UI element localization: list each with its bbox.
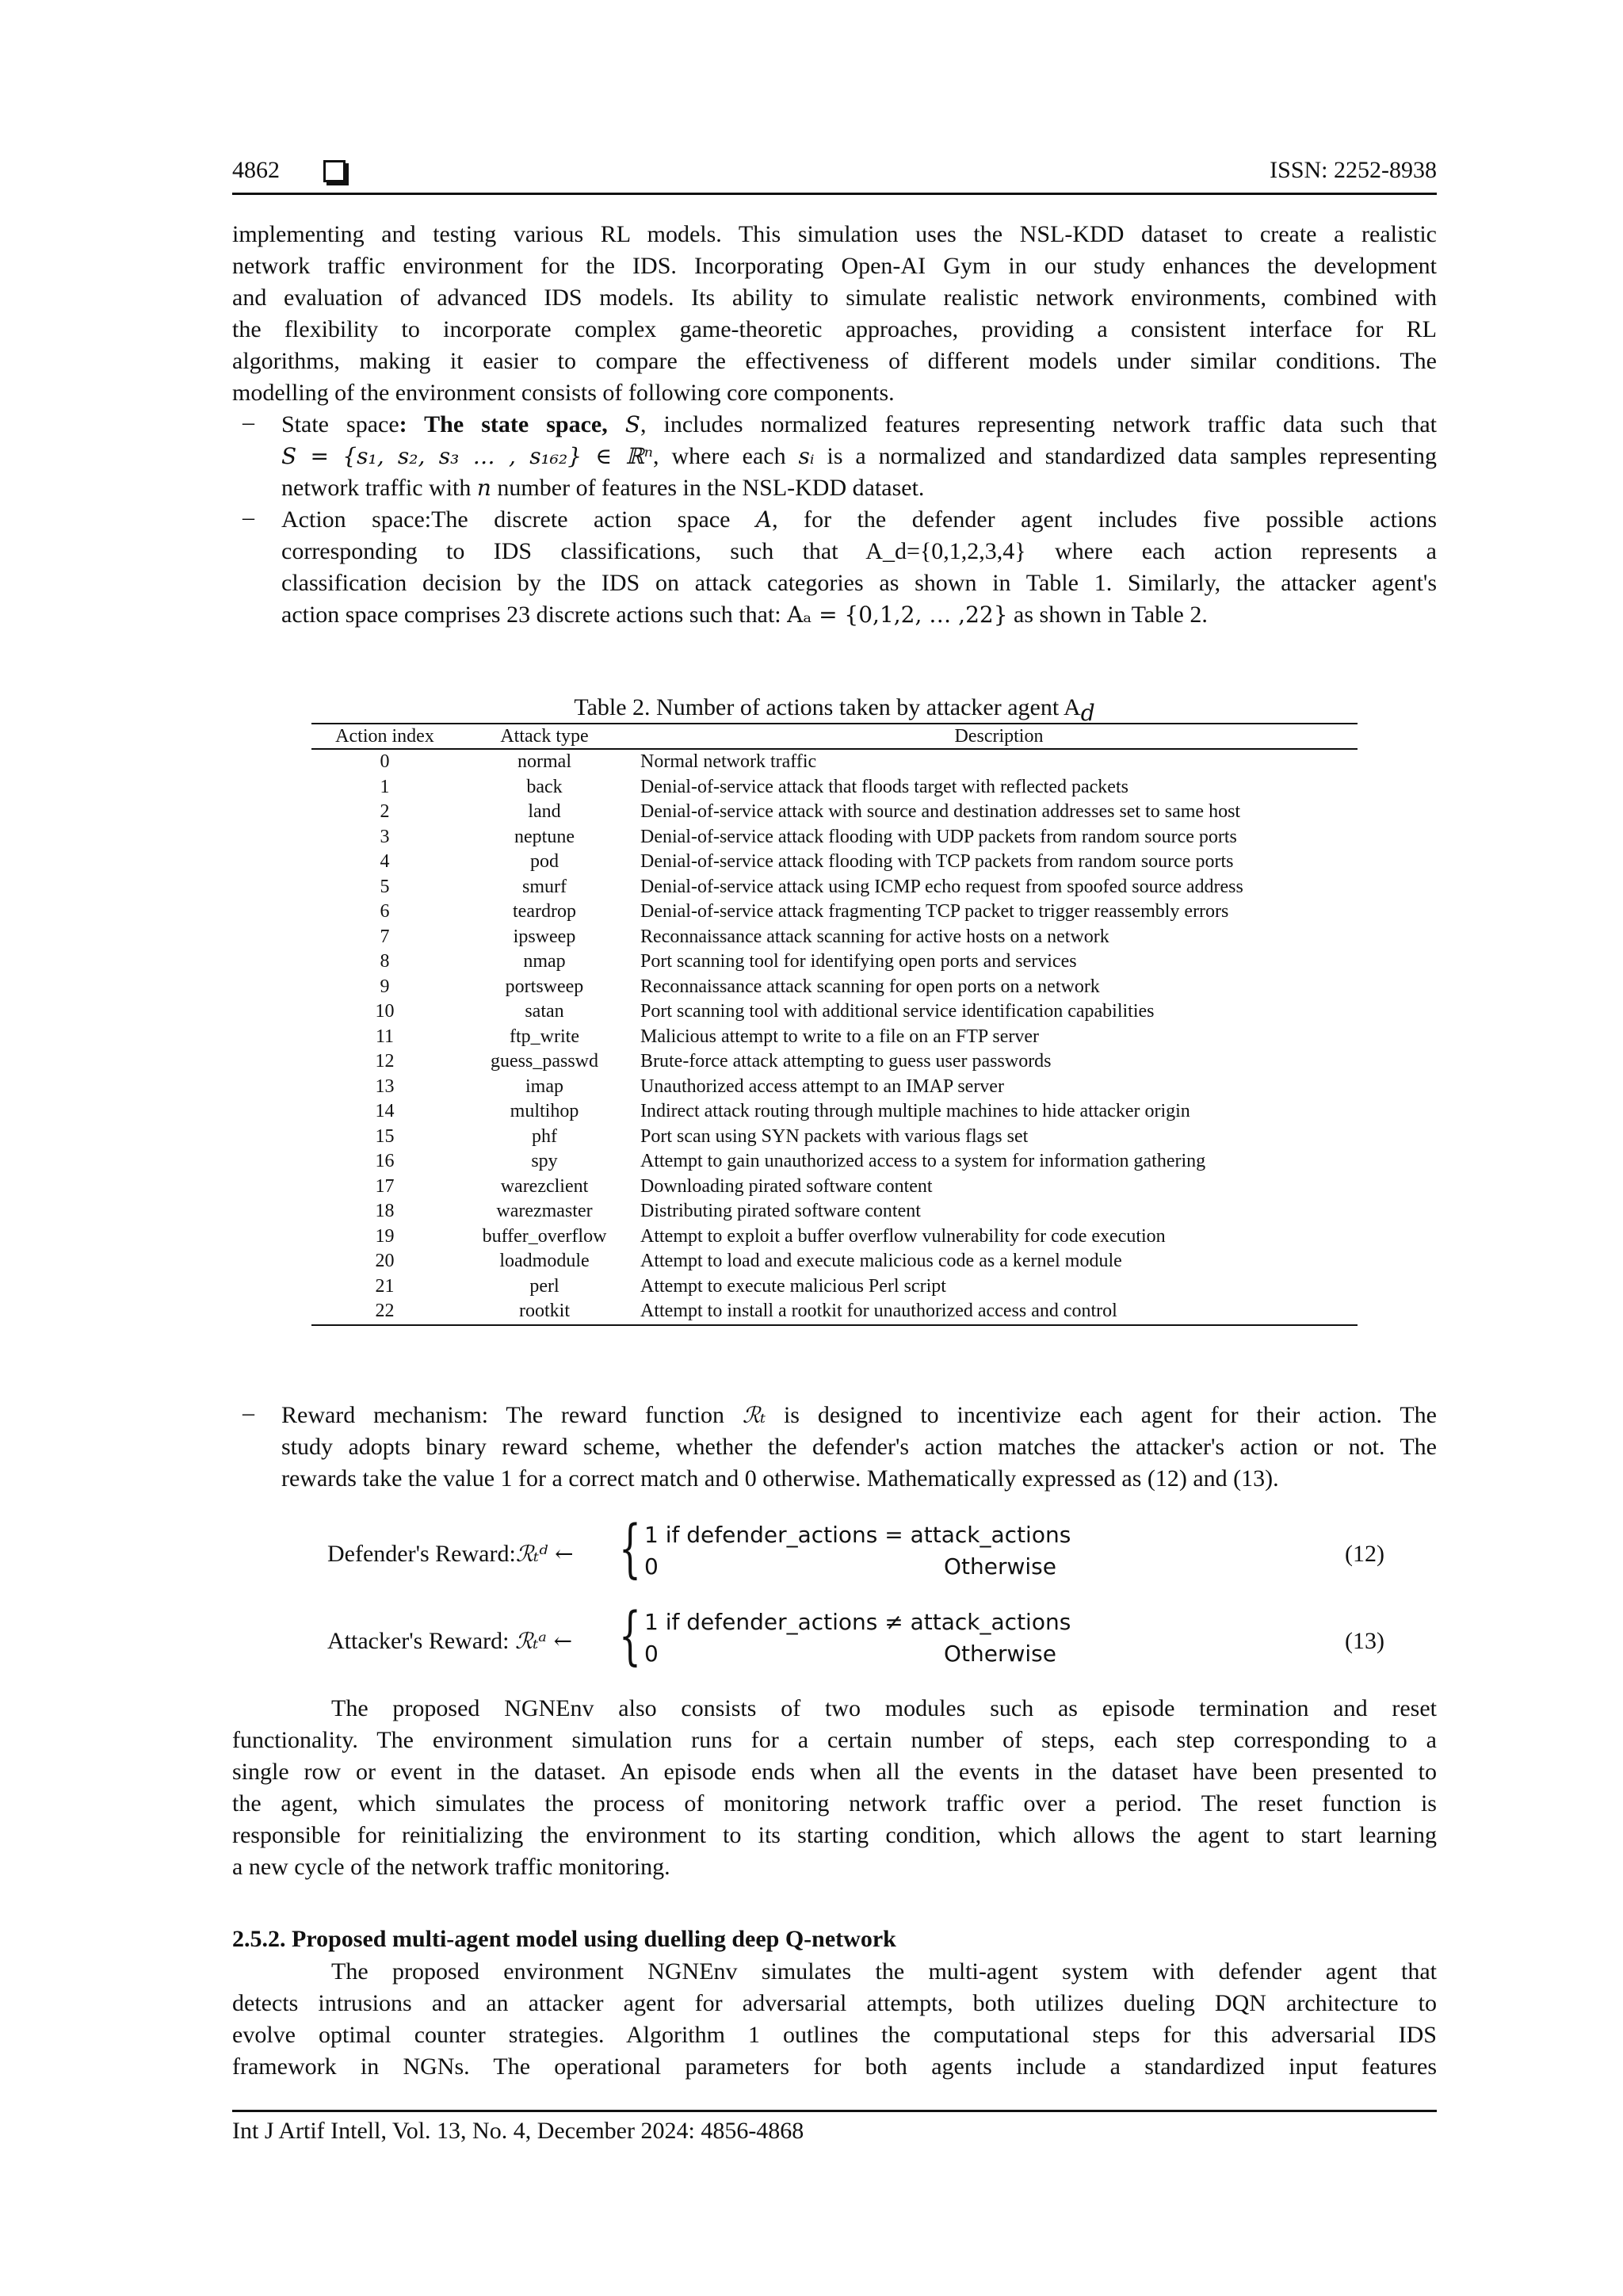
attack-type-cell: perl: [529, 1275, 559, 1297]
brace-icon: {: [619, 1599, 641, 1672]
state-space-line-2: [281, 441, 1437, 472]
body-paragraph-3: [232, 1956, 1437, 2083]
text-line: detects intrusions and an attacker agent for adversarial attempts, both utilizes dueling DQN architecture to: [232, 1990, 1437, 2016]
table-row: [311, 1075, 1358, 1100]
math-symbol: sᵢ: [798, 443, 815, 469]
attack-type-cell: ipsweep: [513, 926, 576, 947]
action-index-cell: 3: [380, 826, 390, 847]
action-index-cell: 2: [380, 801, 390, 822]
body-paragraph-2: [232, 1693, 1437, 1883]
text-line: modelling of the environment consists of following core components.: [232, 380, 895, 406]
state-space-term: State space: [281, 411, 399, 437]
action-index-cell: 0: [380, 751, 390, 772]
attack-type-cell: normal: [517, 751, 571, 772]
table-row: [311, 775, 1358, 800]
case-1: 1 if defender_actions ≠ attack_actions: [644, 1609, 1071, 1635]
attack-type-cell: phf: [532, 1125, 557, 1147]
attack-type-cell: satan: [525, 1001, 564, 1022]
description-cell: Denial-of-service attack that floods target with reflected packets: [640, 776, 1128, 797]
otherwise: Otherwise: [944, 1553, 1056, 1580]
attack-type-cell: smurf: [522, 876, 567, 897]
text-line: network traffic environment for the IDS. Incorporating Open-AI Gym in our study enhances the development: [232, 253, 1437, 279]
equation-12: [327, 1511, 1437, 1591]
text-fragment: network traffic with: [281, 475, 477, 501]
table-row: [311, 875, 1358, 900]
math-symbol: A: [755, 506, 773, 533]
table-row: [311, 1175, 1358, 1200]
attack-type-cell: pod: [530, 851, 559, 872]
table-row: [311, 800, 1358, 825]
action-index-cell: 11: [375, 1026, 395, 1047]
description-cell: Downloading pirated software content: [640, 1175, 933, 1197]
attack-type-cell: rootkit: [458, 1299, 631, 1325]
caption-subscript: d: [1080, 700, 1095, 726]
attack-type-cell: multihop: [510, 1101, 579, 1121]
issn: ISSN: 2252-8938: [1270, 157, 1437, 183]
page-header: [232, 157, 1437, 189]
reward-line-1: [281, 1400, 1437, 1431]
equation-number: (12): [1345, 1541, 1384, 1567]
text-fragment: action space comprises 23 discrete actions such that:: [281, 602, 788, 628]
math-expression: S = {s₁, s₂, s₃ … , s₁₆₂} ∈ ℝⁿ: [281, 443, 654, 469]
text-fragment: , where each: [653, 443, 799, 469]
math-symbol: ℛₜᵈ ←: [515, 1541, 574, 1567]
action-space-line-4: [281, 599, 1437, 631]
action-index-cell: 16: [375, 1151, 395, 1171]
equation-number: (13): [1345, 1628, 1384, 1654]
action-index-cell: 15: [375, 1125, 395, 1147]
text-line: single row or event in the dataset. An episode ends when all the events in the dataset have been presented to: [232, 1759, 1437, 1785]
math-symbol: ℛₜᵃ ←: [514, 1628, 573, 1654]
action-index-cell: 22: [311, 1299, 458, 1325]
attack-type-cell: nmap: [523, 951, 566, 972]
text-fragment: : The state space,: [399, 411, 625, 437]
intro-paragraph: [232, 219, 1437, 409]
action-index-cell: 1: [380, 776, 390, 797]
table-row: [311, 1025, 1358, 1050]
description-cell: Attempt to exploit a buffer overflow vulnerability for code execution: [640, 1225, 1166, 1247]
table-row: [311, 999, 1358, 1025]
equation-label: [327, 1541, 574, 1568]
action-index-cell: 20: [375, 1251, 395, 1271]
actions-table-wrap: [311, 723, 1358, 1326]
description-cell: Port scanning tool with additional service identification capabilities: [640, 1001, 1155, 1022]
text-line: a new cycle of the network traffic monitoring.: [232, 1854, 670, 1880]
attack-type-cell: guess_passwd: [491, 1051, 598, 1072]
text-line: algorithms, making it easier to compare the effectiveness of different models under similar conditions. The: [232, 348, 1437, 374]
bullet-dash: –: [242, 504, 254, 530]
footer-citation: Int J Artif Intell, Vol. 13, No. 4, December 2024: 4856-4868: [232, 2118, 804, 2144]
table-row: [311, 949, 1358, 975]
state-space-line-3: [281, 472, 1437, 504]
attack-type-cell: back: [526, 776, 563, 797]
reward-line-2: study adopts binary reward scheme, whether the defender's action matches the attacker's action or not. The: [281, 1434, 1437, 1460]
reward-line-3: rewards take the value 1 for a correct match and 0 otherwise. Mathematically expressed as (12) and (13).: [281, 1465, 1279, 1492]
text-fragment: is a normalized and standardized data samples representing: [814, 443, 1437, 469]
action-index-cell: 21: [375, 1275, 395, 1297]
action-index-cell: 7: [380, 926, 390, 947]
attack-type-cell: buffer_overflow: [482, 1225, 607, 1247]
action-index-cell: 9: [380, 976, 390, 997]
table-row: [311, 1199, 1358, 1224]
description-cell: Denial-of-service attack flooding with UDP packets from random source ports: [640, 826, 1237, 847]
text-line: implementing and testing various RL models. This simulation uses the NSL-KDD dataset to create a realistic: [232, 221, 1437, 247]
attack-type-cell: land: [528, 801, 561, 822]
text-fragment: , includes normalized features representing network traffic data such that: [640, 411, 1438, 437]
table-row: [311, 975, 1358, 1000]
bullet-dash: –: [242, 409, 254, 435]
text-fragment: as shown in Table 2.: [1007, 602, 1208, 628]
action-index-cell: 13: [375, 1075, 395, 1097]
action-index-cell: 17: [375, 1175, 395, 1197]
equation-13: [327, 1599, 1437, 1679]
description-cell: Reconnaissance attack scanning for open ports on a network: [640, 976, 1100, 997]
math-expression: Aₐ = {0,1,2, … ,22}: [787, 602, 1008, 628]
attack-type-cell: spy: [531, 1151, 558, 1171]
text-line: evolve optimal counter strategies. Algorithm 1 outlines the computational steps for this adversarial IDS: [232, 2022, 1437, 2048]
table-row: [311, 1224, 1358, 1250]
text-fragment: is designed to incentivize each agent for their action. The: [766, 1402, 1438, 1428]
action-index-cell: 8: [380, 951, 390, 972]
text-line: responsible for reinitializing the environment to its starting condition, which allows the agent to start learning: [232, 1822, 1437, 1848]
table-row: [311, 1299, 1358, 1325]
text-fragment: , for the defender agent includes five possible actions: [772, 506, 1438, 533]
caption-text: Table 2. Number of actions taken by attacker agent A: [574, 694, 1081, 720]
table-row: [311, 1049, 1358, 1075]
attack-type-cell: loadmodule: [499, 1251, 590, 1271]
text-fragment: number of features in the NSL-KDD dataset.: [491, 475, 925, 501]
table-header-row: [311, 724, 1358, 749]
table-row: [311, 749, 1358, 775]
page-number: 4862: [232, 157, 280, 183]
attack-type-cell: ftp_write: [510, 1026, 579, 1047]
action-index-cell: 14: [375, 1101, 395, 1121]
table-row: [311, 1125, 1358, 1150]
equation-label: [327, 1628, 572, 1655]
attack-type-cell: imap: [525, 1075, 563, 1097]
table-row: [311, 1274, 1358, 1300]
math-symbol: n: [476, 475, 491, 501]
text-line: functionality. The environment simulation runs for a certain number of steps, each step corresponding to a: [232, 1727, 1437, 1753]
action-space-line-1: [281, 504, 1437, 536]
description-cell: Denial-of-service attack fragmenting TCP packet to trigger reassembly errors: [640, 901, 1229, 922]
table-row: [311, 1249, 1358, 1274]
math-symbol: ℛₜ: [742, 1402, 766, 1428]
attack-type-cell: warezclient: [500, 1175, 589, 1197]
table-row: [311, 925, 1358, 950]
text-line: the flexibility to incorporate complex game-theoretic approaches, providing a consistent interface for RL: [232, 316, 1437, 342]
description-cell: Reconnaissance attack scanning for active hosts on a network: [640, 926, 1109, 947]
action-index-cell: 10: [375, 1001, 395, 1022]
actions-table: [311, 723, 1358, 1326]
table-row: [311, 1099, 1358, 1125]
column-header: Attack type: [458, 724, 631, 749]
text-line: and evaluation of advanced IDS models. Its ability to simulate realistic network environments, combined with: [232, 285, 1437, 311]
action-index-cell: 18: [375, 1201, 395, 1221]
math-symbol: S: [624, 411, 640, 437]
header-rule: [232, 193, 1437, 195]
action-index-cell: 5: [380, 876, 390, 897]
description-cell: Attempt to install a rootkit for unauthorized access and control: [631, 1299, 1358, 1325]
description-cell: Port scan using SYN packets with various flags set: [640, 1125, 1029, 1147]
description-cell: Brute-force attack attempting to guess user passwords: [640, 1051, 1052, 1072]
text-line: The proposed NGNEnv also consists of two modules such as episode termination and reset: [331, 1695, 1437, 1721]
attack-type-cell: warezmaster: [496, 1201, 593, 1221]
description-cell: Indirect attack routing through multiple machines to hide attacker origin: [640, 1101, 1190, 1121]
action-space-line-2: corresponding to IDS classifications, such that A_d={0,1,2,3,4} where each action represents a: [281, 538, 1437, 564]
label-text: Defender's Reward:: [327, 1541, 516, 1567]
description-cell: Malicious attempt to write to a file on an FTP server: [640, 1026, 1039, 1047]
state-space-line-1: [281, 409, 1437, 441]
action-index-cell: 19: [375, 1225, 395, 1247]
text-fragment: Action space:The discrete action space: [281, 506, 756, 533]
description-cell: Denial-of-service attack flooding with TCP packets from random source ports: [640, 851, 1234, 872]
table-row: [311, 825, 1358, 850]
attack-type-cell: neptune: [514, 826, 575, 847]
description-cell: Unauthorized access attempt to an IMAP server: [640, 1075, 1004, 1097]
table-row: [311, 1149, 1358, 1175]
table-caption: [311, 694, 1358, 726]
otherwise: Otherwise: [944, 1641, 1056, 1667]
description-cell: Attempt to gain unauthorized access to a system for information gathering: [640, 1151, 1206, 1171]
attack-type-cell: portsweep: [505, 976, 584, 997]
description-cell: Denial-of-service attack with source and destination addresses set to same host: [640, 801, 1241, 822]
description-cell: Attempt to execute malicious Perl script: [640, 1275, 946, 1297]
text-line: The proposed environment NGNEnv simulates the multi-agent system with defender agent that: [331, 1958, 1437, 1985]
section-heading: 2.5.2. Proposed multi-agent model using duelling deep Q-network: [232, 1926, 896, 1952]
description-cell: Distributing pirated software content: [640, 1201, 921, 1221]
bullet-dash: –: [242, 1400, 254, 1426]
text-line: the agent, which simulates the process of monitoring network traffic over a period. The reset function is: [232, 1790, 1437, 1817]
description-cell: Port scanning tool for identifying open ports and services: [640, 951, 1077, 972]
action-index-cell: 12: [375, 1051, 395, 1072]
square-icon: [323, 160, 346, 182]
attack-type-cell: teardrop: [513, 901, 576, 922]
brace-icon: {: [619, 1511, 641, 1585]
case-2: 0: [644, 1553, 659, 1580]
text-line: framework in NGNs. The operational parameters for both agents include a standardized input features: [232, 2053, 1437, 2080]
action-index-cell: 6: [380, 901, 390, 922]
footer-rule: [232, 2110, 1437, 2112]
description-cell: Attempt to load and execute malicious code as a kernel module: [640, 1251, 1122, 1271]
description-cell: Denial-of-service attack using ICMP echo request from spoofed source address: [640, 876, 1243, 897]
description-cell: Normal network traffic: [640, 751, 817, 772]
column-header: Description: [631, 724, 1358, 749]
case-1: 1 if defender_actions = attack_actions: [644, 1522, 1071, 1548]
label-text: Attacker's Reward:: [327, 1628, 515, 1654]
table-row: [311, 900, 1358, 925]
action-space-line-3: classification decision by the IDS on attack categories as shown in Table 1. Similarly, the attacker agent's: [281, 570, 1437, 596]
action-index-cell: 4: [380, 851, 390, 872]
column-header: Action index: [311, 724, 458, 749]
case-2: 0: [644, 1641, 659, 1667]
table-row: [311, 850, 1358, 875]
text-fragment: Reward mechanism: The reward function: [281, 1402, 743, 1428]
